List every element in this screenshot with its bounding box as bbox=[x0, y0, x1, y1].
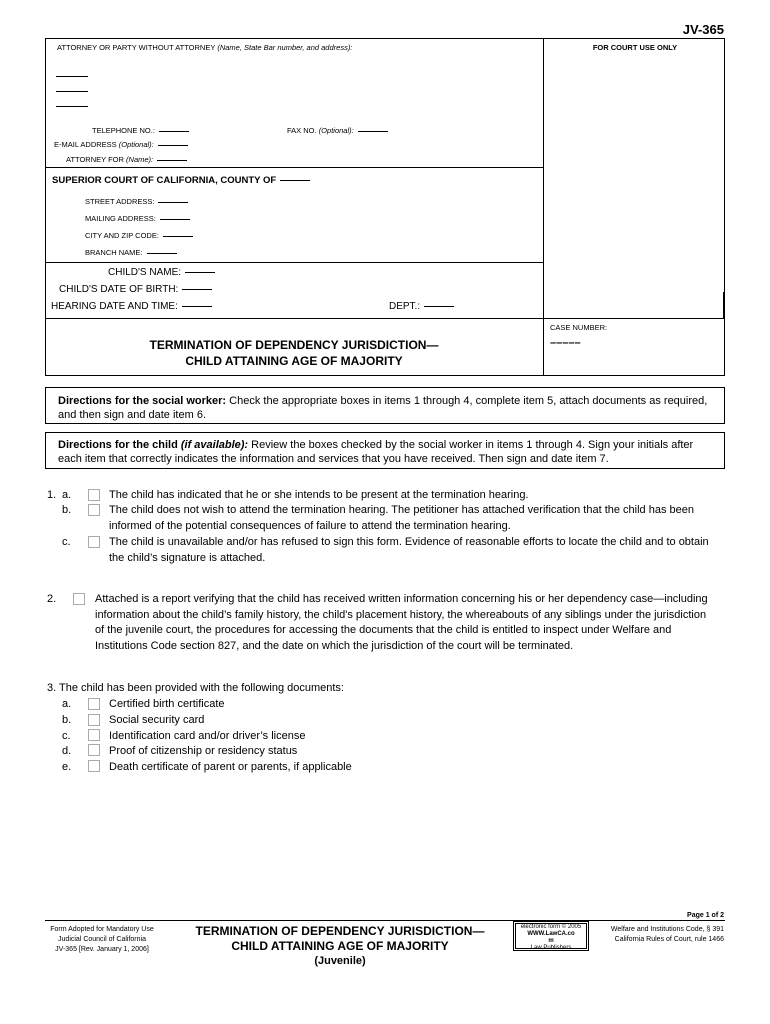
page-number: Page 1 of 2 bbox=[687, 912, 724, 919]
fax-field[interactable]: FAX NO. (Optional): bbox=[287, 126, 388, 135]
item3e-checkbox[interactable] bbox=[88, 760, 100, 772]
title-divider bbox=[45, 318, 725, 319]
item3a-text: Certified birth certificate bbox=[109, 698, 225, 710]
item3b-text: Social security card bbox=[109, 714, 205, 726]
attorney-line-3[interactable] bbox=[56, 106, 88, 107]
item3b-checkbox[interactable] bbox=[88, 714, 100, 726]
child-dob-field[interactable]: CHILD'S DATE OF BIRTH: bbox=[59, 284, 212, 295]
court-child-divider bbox=[45, 262, 543, 263]
attorney-line-2[interactable] bbox=[56, 91, 88, 92]
attorney-for-field[interactable]: ATTORNEY FOR (Name): bbox=[66, 155, 187, 164]
item3b-letter: b. bbox=[62, 714, 72, 726]
publisher-stamp: electronic form © 2005 WWW.LawCA.co m bbox=[513, 921, 589, 951]
item3c-text: Identification card and/or driver’s license bbox=[109, 730, 306, 742]
footer-rule bbox=[45, 920, 725, 921]
item1c-checkbox[interactable] bbox=[88, 536, 100, 548]
court-use-tick bbox=[723, 292, 724, 318]
item1b-checkbox[interactable] bbox=[88, 504, 100, 516]
code-citations: Welfare and Institutions Code, § 391 California Rules of Court, rule 1466 bbox=[610, 926, 724, 943]
item3d-text: Proof of citizenship or residency status bbox=[109, 745, 298, 757]
item3d-checkbox[interactable] bbox=[88, 744, 100, 756]
form-number: JV-365 bbox=[682, 22, 724, 37]
email-field[interactable]: E-MAIL ADDRESS (Optional): bbox=[54, 140, 188, 149]
mailing-address-field[interactable]: MAILING ADDRESS: bbox=[85, 214, 190, 223]
child-name-field[interactable]: CHILD'S NAME: bbox=[108, 267, 215, 278]
caption-divider bbox=[543, 38, 544, 376]
telephone-field[interactable]: TELEPHONE NO.: bbox=[92, 126, 189, 135]
street-address-field[interactable]: STREET ADDRESS: bbox=[85, 197, 188, 206]
form-adopted-note: Form Adopted for Mandatory Use Judicial Council of California JV-365 [Rev. January 1, 2006] bbox=[50, 926, 154, 953]
branch-name-field[interactable]: BRANCH NAME: bbox=[85, 248, 177, 257]
item3a-letter: a. bbox=[62, 698, 72, 710]
case-number-label: CASE NUMBER: bbox=[550, 323, 608, 332]
item3e-letter: e. bbox=[62, 761, 72, 773]
item3e-text: Death certificate of parent or parents, if applicable bbox=[109, 761, 352, 773]
attorney-court-divider bbox=[45, 167, 543, 168]
dept-field[interactable]: DEPT.: bbox=[389, 301, 454, 312]
case-number-value[interactable]: ––––– bbox=[550, 337, 581, 349]
form-title: TERMINATION OF DEPENDENCY JURISDICTION— CHILD ATTAINING AGE OF MAJORITY bbox=[149, 338, 439, 368]
attorney-line-1[interactable] bbox=[56, 76, 88, 77]
social-worker-directions: Directions for the social worker: Check the appropriate boxes in items 1 through 4, complete item 5, attach documents as required, and then sign and date item 6. bbox=[45, 387, 725, 424]
item1a-checkbox[interactable] bbox=[88, 489, 100, 501]
item1b-text: The child does not wish to attend the termination hearing. The petitioner has attached verification that the child has been informed of the potential consequences of failure to attend the termination hearing. bbox=[109, 504, 694, 532]
child-directions: Directions for the child (if available): Review the boxes checked by the social worker in items 1 through 4. Sign your initials after each item that correctly indicates the information and services that you have received. Then sign and date item 7. bbox=[45, 432, 725, 469]
item3a-checkbox[interactable] bbox=[88, 698, 100, 710]
item3-intro: 3. The child has been provided with the following documents: bbox=[47, 682, 344, 694]
item1c-text: The child is unavailable and/or has refused to sign this form. Evidence of reasonable efforts to locate the child and to obtain the child’s signature is attached. bbox=[109, 536, 709, 564]
item3d-letter: d. bbox=[62, 745, 72, 757]
item1a-letter: a. bbox=[62, 489, 72, 501]
item3c-letter: c. bbox=[62, 730, 71, 742]
item2-text: Attached is a report verifying that the child has received written information concerning his or her dependency case—including information about the child’s family history, the child's placement history, the whereabouts of any siblings under the jurisdiction of the juvenile court, the procedures for accessing the documents that the child is entitled to inspect under Welfare and Institutions Code section 827, and the date on which the jurisdiction of the court will be terminated. bbox=[95, 593, 708, 652]
item1-number: 1. bbox=[47, 489, 57, 501]
caption-box bbox=[45, 38, 725, 376]
item1b-letter: b. bbox=[62, 504, 72, 516]
item3c-checkbox[interactable] bbox=[88, 729, 100, 741]
hearing-date-field[interactable]: HEARING DATE AND TIME: bbox=[51, 301, 212, 312]
item1c-letter: c. bbox=[62, 536, 71, 548]
court-county-field[interactable]: SUPERIOR COURT OF CALIFORNIA, COUNTY OF bbox=[52, 175, 310, 186]
attorney-label: ATTORNEY OR PARTY WITHOUT ATTORNEY (Name, State Bar number, and address): bbox=[57, 43, 353, 52]
item1a-text: The child has indicated that he or she intends to be present at the termination hearing. bbox=[109, 489, 529, 501]
item2-checkbox[interactable] bbox=[73, 593, 85, 605]
publisher-name: Law Publishers bbox=[530, 945, 572, 951]
court-use-label: FOR COURT USE ONLY bbox=[592, 43, 678, 52]
footer-title: TERMINATION OF DEPENDENCY JURISDICTION— CHILD ATTAINING AGE OF MAJORITY (Juvenile) bbox=[195, 924, 485, 967]
city-zip-field[interactable]: CITY AND ZIP CODE: bbox=[85, 231, 193, 240]
item2-number: 2. bbox=[47, 593, 57, 605]
